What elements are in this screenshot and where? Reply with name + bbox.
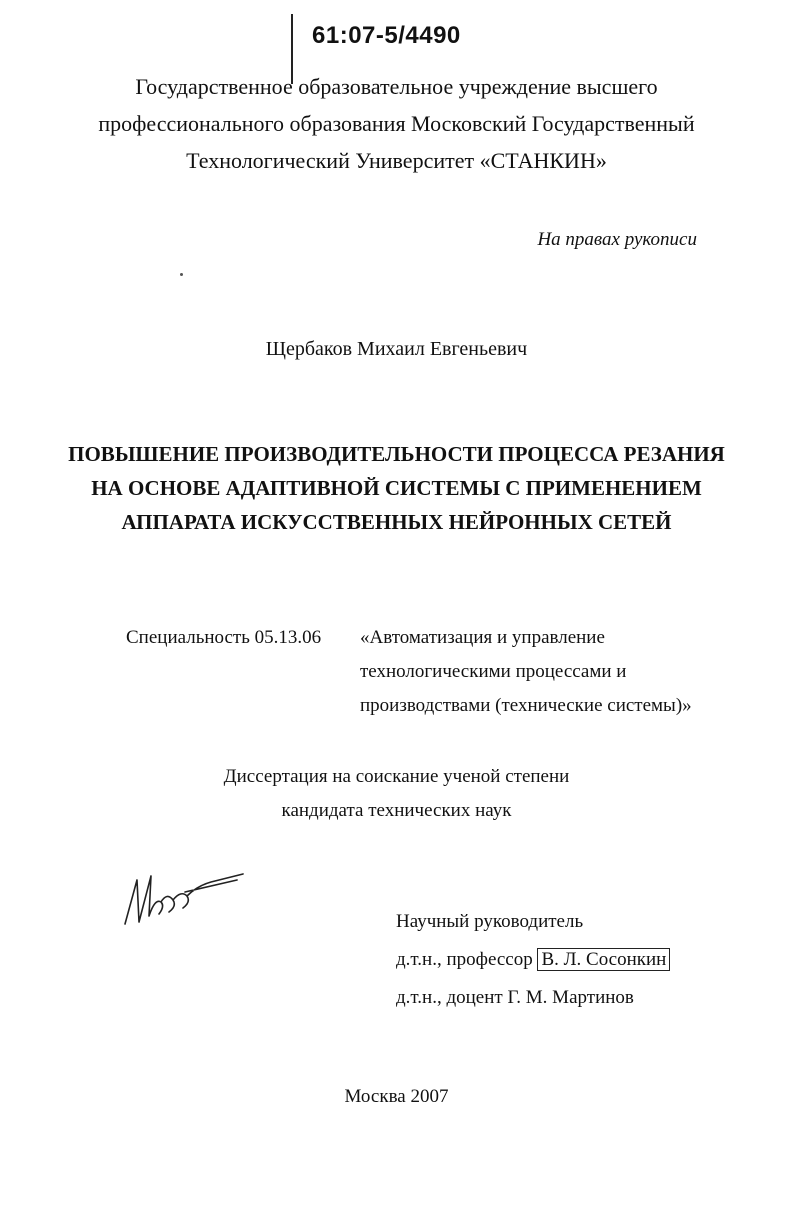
- specialty-description: [360, 621, 692, 723]
- institution-line-2: профессионального образования Московский Государственный: [98, 111, 695, 136]
- handwritten-signature: [115, 862, 250, 932]
- catalog-stamp: 61:07-5/4490: [312, 22, 461, 49]
- scan-speck: [180, 273, 183, 276]
- supervisor-title: д.т.н., профессор: [396, 949, 533, 970]
- rights-note: На правах рукописи: [537, 229, 697, 250]
- supervisor-line-1: [396, 941, 670, 979]
- supervisors-block: [396, 903, 670, 1017]
- institution-block: [0, 68, 793, 179]
- specialty-line-2: технологическими процессами и: [360, 661, 627, 682]
- degree-block: [0, 760, 793, 828]
- supervisor-name-boxed: В. Л. Сосонкин: [537, 948, 670, 971]
- title-line-3: АППАРАТА ИСКУССТВЕННЫХ НЕЙРОННЫХ СЕТЕЙ: [121, 510, 672, 534]
- title-line-1: ПОВЫШЕНИЕ ПРОИЗВОДИТЕЛЬНОСТИ ПРОЦЕССА РЕЗАНИЯ: [68, 442, 725, 466]
- dissertation-title: [0, 437, 793, 539]
- degree-line-2: кандидата технических наук: [281, 800, 512, 821]
- specialty-line-3: производствами (технические системы)»: [360, 695, 692, 716]
- title-line-2: НА ОСНОВЕ АДАПТИВНОЙ СИСТЕМЫ С ПРИМЕНЕНИЕМ: [91, 476, 702, 500]
- degree-line-1: Диссертация на соискание ученой степени: [223, 766, 570, 787]
- supervisor-line-2: д.т.н., доцент Г. М. Мартинов: [396, 987, 634, 1008]
- specialty-label: Специальность 05.13.06: [126, 627, 322, 648]
- author-name: Щербаков Михаил Евгеньевич: [265, 338, 528, 360]
- institution-line-3: Технологический Университет «СТАНКИН»: [186, 148, 607, 173]
- institution-line-1: Государственное образовательное учреждение высшего: [135, 74, 658, 99]
- specialty-line-1: «Автоматизация и управление: [360, 627, 605, 648]
- city-year: Москва 2007: [344, 1086, 449, 1107]
- supervisor-heading: Научный руководитель: [396, 911, 584, 932]
